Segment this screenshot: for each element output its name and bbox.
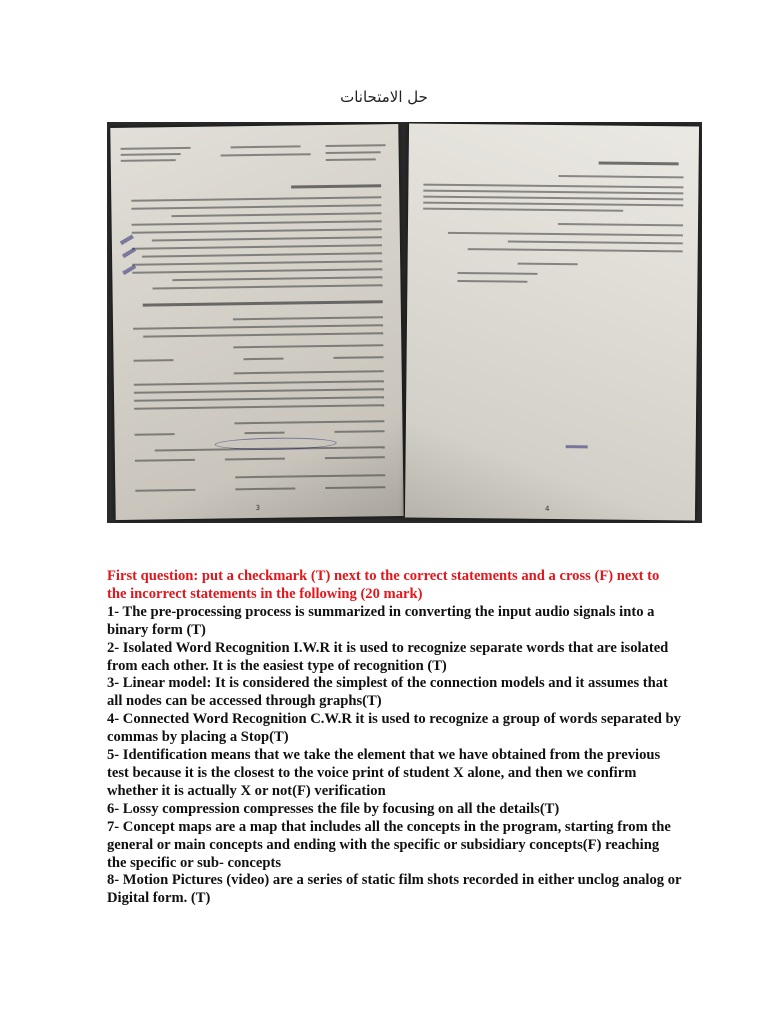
exam-photo [107, 122, 702, 523]
exam-page-right [405, 123, 699, 520]
question-item-2: 2- Isolated Word Recognition I.W.R it is used to recognize separate words that are isolated from each other. It is the easiest type of recognition (T) [107, 639, 669, 674]
question-heading: First question: put a checkmark (T) next to the correct statements and a cross (F) next to the incorrect statements in the following (20 mark) [107, 568, 660, 602]
page-title: حل الامتحانات [340, 88, 428, 106]
question-item-3: 3- Linear model: It is considered the simplest of the connection models and it assumes that all nodes can be accessed through graphs(T) [107, 675, 668, 710]
question-item-5: 5- Identification means that we take the element that we have obtained from the previous test because it is the closest to the voice print of student X alone, and then we confirm whether it is actually X or not(F) verification [107, 747, 661, 799]
question-item-1: 1- The pre-processing process is summarized in converting the input audio signals into a binary form (T) [107, 603, 655, 638]
question-item-8: 8- Motion Pictures (video) are a series of static film shots recorded in either unclog analog or Digital form. (T) [107, 872, 682, 907]
question-item-4: 4- Connected Word Recognition C.W.R it is used to recognize a group of words separated by commas by placing a Stop(T) [107, 711, 681, 746]
page-number-right: 4 [545, 504, 550, 513]
exam-page-left [110, 124, 403, 520]
answer-text [107, 568, 682, 908]
page-number-left: 3 [255, 503, 261, 513]
question-item-7: 7- Concept maps are a map that includes all the concepts in the program, starting from the general or main concepts and ending with the specific or subsidiary concepts(F) reaching the specific or sub- concepts [107, 818, 671, 871]
question-item-6: 6- Lossy compression compresses the file by focusing on all the details(T) [107, 800, 560, 817]
